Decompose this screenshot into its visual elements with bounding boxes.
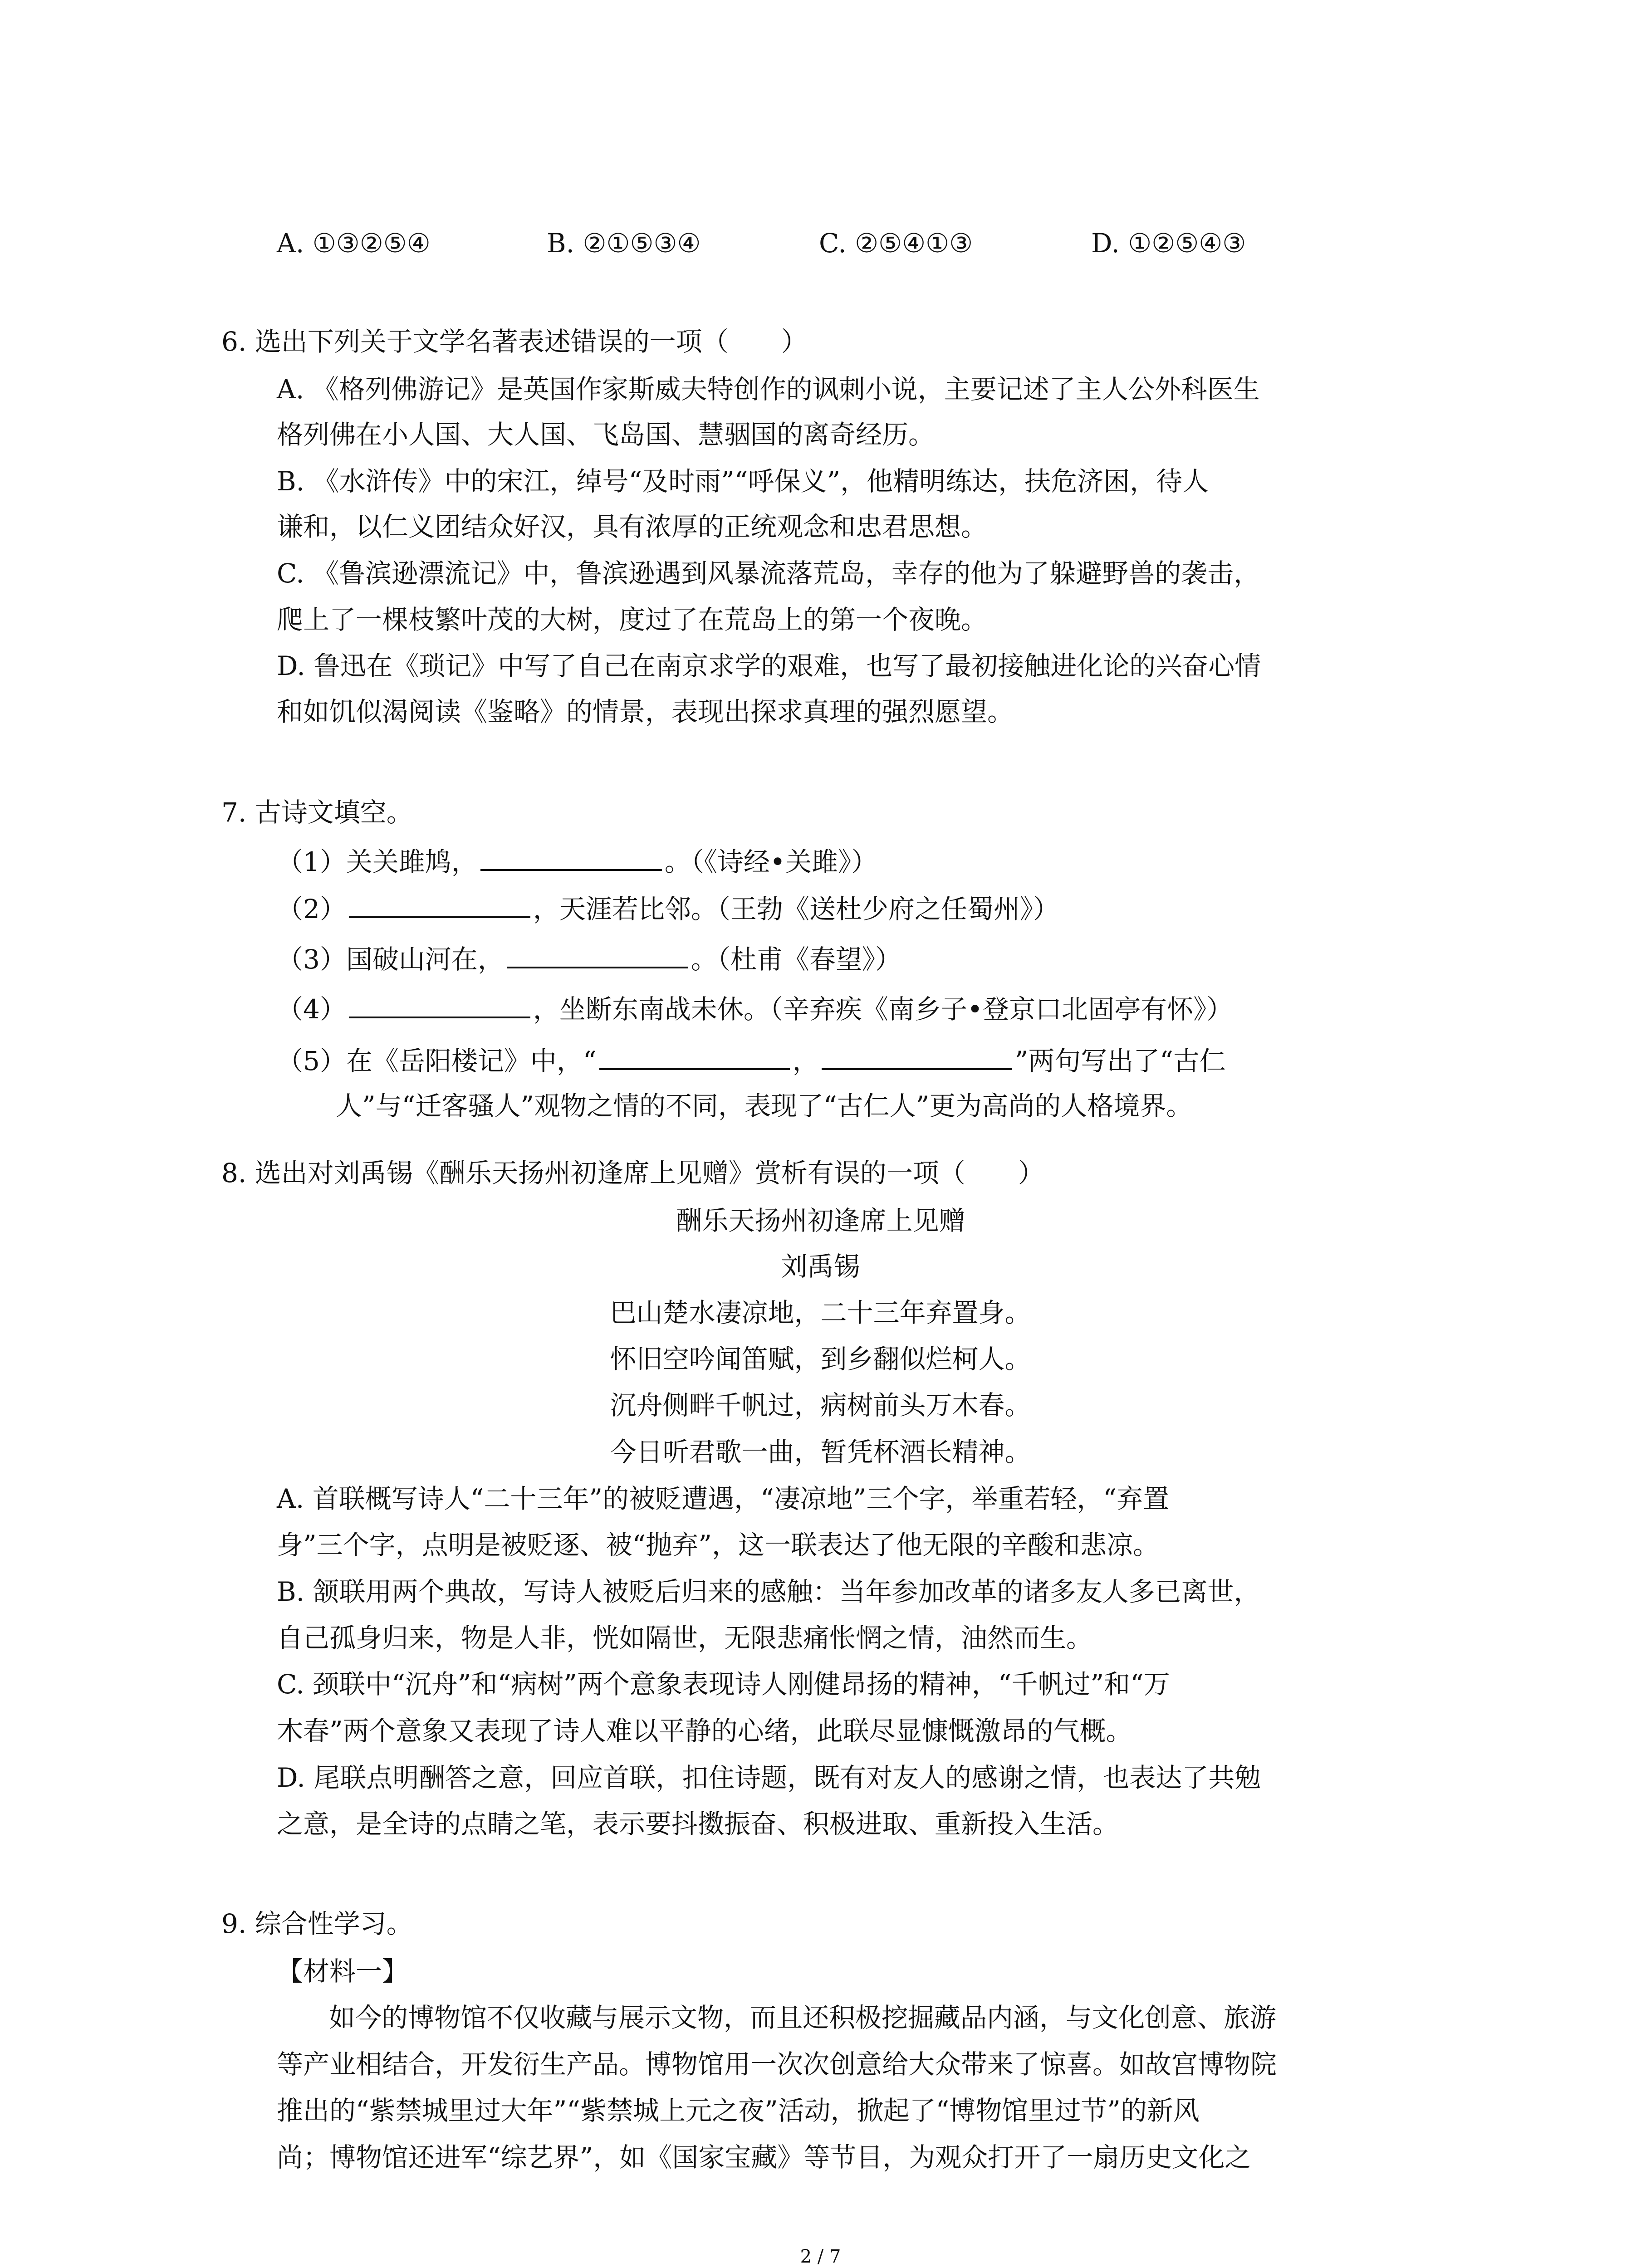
q7-item-4-after: ，坐断东南战未休。（辛弃疾《南乡子•登京口北固亭有怀》） bbox=[533, 994, 1233, 1025]
q7-item-3-label: （3） bbox=[277, 944, 346, 975]
q7-item-3-blank[interactable] bbox=[507, 940, 688, 968]
paragraph-line: 推出的“紫禁城里过大年”“紫禁城上元之夜”活动，掀起了“博物馆里过节”的新风 bbox=[277, 2095, 1200, 2126]
q7-item-1-before: 关关雎鸠， bbox=[346, 846, 478, 877]
q5-option-c[interactable]: C. ②⑤④①③ bbox=[819, 228, 973, 259]
q8-option-c[interactable]: C. 颈联中“沉舟”和“病树”两个意象表现诗人刚健昂扬的精神，“千帆过”和“万 bbox=[277, 1669, 1170, 1700]
q8-option-b-cont: 自己孤身归来，物是人非，恍如隔世，无限悲痛怅惘之情，油然而生。 bbox=[277, 1623, 1093, 1653]
q7-item-5-label: （5） bbox=[277, 1046, 346, 1076]
poem-title: 酬乐天扬州初逢席上见赠 bbox=[676, 1205, 965, 1236]
q9-heading: 9. 综合性学习。 bbox=[221, 1908, 413, 1939]
q7-item-5-after: ”两句写出了“古仁 bbox=[1014, 1046, 1226, 1076]
q8-option-c-cont: 木春”两个意象又表现了诗人难以平静的心绪，此联尽显慷慨激昂的气概。 bbox=[277, 1716, 1132, 1746]
q7-item-5-blank-1[interactable] bbox=[599, 1042, 790, 1070]
q7-heading: 7. 古诗文填空。 bbox=[221, 797, 413, 828]
q6-option-d[interactable]: D. 鲁迅在《琐记》中写了自己在南京求学的艰难，也写了最初接触进化论的兴奋心情 bbox=[277, 650, 1261, 681]
q7-item-2 bbox=[277, 890, 1059, 925]
q6-option-a-cont: 格列佛在小人国、大人国、飞岛国、慧骃国的离奇经历。 bbox=[277, 419, 935, 450]
q8-option-d-cont: 之意，是全诗的点睛之笔，表示要抖擞振奋、积极进取、重新投入生活。 bbox=[277, 1809, 1119, 1839]
q7-item-3 bbox=[277, 940, 901, 976]
q7-item-5-cont: 人”与“迁客骚人”观物之情的不同，表现了“古仁人”更为高尚的人格境界。 bbox=[336, 1090, 1193, 1121]
q7-item-3-after: 。（杜甫《春望》） bbox=[691, 944, 901, 975]
q7-item-5-blank-2[interactable] bbox=[822, 1042, 1012, 1070]
poem-author: 刘禹锡 bbox=[781, 1251, 860, 1282]
q6-option-b[interactable]: B. 《水浒传》中的宋江，绰号“及时雨”“呼保义”，他精明练达，扶危济困，待人 bbox=[277, 466, 1209, 497]
q8-option-d[interactable]: D. 尾联点明酬答之意，回应首联，扣住诗题，既有对友人的感谢之情，也表达了共勉 bbox=[277, 1762, 1261, 1793]
q8-option-b[interactable]: B. 颔联用两个典故，写诗人被贬后归来的感触：当年参加改革的诸多友人多已离世， bbox=[277, 1576, 1260, 1607]
poem-line: 今日听君歌一曲，暂凭杯酒长精神。 bbox=[610, 1437, 1031, 1467]
q7-item-2-after: ，天涯若比邻。（王勃《送杜少府之任蜀州》） bbox=[533, 894, 1059, 924]
page-number: 2 / 7 bbox=[800, 2246, 841, 2267]
poem-line: 沉舟侧畔千帆过，病树前头万木春。 bbox=[610, 1390, 1031, 1421]
q7-item-1-after: 。（《诗经•关雎》） bbox=[664, 846, 878, 877]
q5-option-d[interactable]: D. ①②⑤④③ bbox=[1091, 228, 1246, 259]
q5-option-b[interactable]: B. ②①⑤③④ bbox=[547, 228, 701, 259]
q8-option-a[interactable]: A. 首联概写诗人“二十三年”的被贬遭遇，“凄凉地”三个字，举重若轻，“弃置 bbox=[277, 1483, 1170, 1514]
poem-line: 怀旧空吟闻笛赋，到乡翻似烂柯人。 bbox=[610, 1344, 1031, 1374]
q7-item-2-label: （2） bbox=[277, 894, 346, 924]
q7-item-5-mid: ， bbox=[792, 1046, 819, 1076]
q7-item-5 bbox=[277, 1042, 1226, 1077]
q8-heading: 8. 选出对刘禹锡《酬乐天扬州初逢席上见赠》赏析有误的一项（ ） bbox=[221, 1158, 1044, 1188]
q7-item-4-blank[interactable] bbox=[349, 990, 530, 1018]
poem-line: 巴山楚水凄凉地，二十三年弃置身。 bbox=[610, 1297, 1031, 1328]
paragraph-line: 等产业相结合，开发衍生产品。博物馆用一次次创意给大众带来了惊喜。如故宫博物院 bbox=[277, 2049, 1277, 2080]
q7-item-1 bbox=[277, 843, 877, 878]
paragraph-line: 尚；博物馆还进军“综艺界”，如《国家宝藏》等节目，为观众打开了一扇历史文化之 bbox=[277, 2142, 1251, 2173]
q7-item-4-label: （4） bbox=[277, 994, 346, 1025]
q6-option-a[interactable]: A. 《格列佛游记》是英国作家斯威夫特创作的讽刺小说，主要记述了主人公外科医生 bbox=[277, 374, 1260, 405]
q7-item-1-label: （1） bbox=[277, 846, 346, 877]
q5-option-a[interactable]: A. ①③②⑤④ bbox=[277, 228, 431, 259]
q7-item-5-before: 在《岳阳楼记》中，“ bbox=[346, 1046, 597, 1076]
q6-option-b-cont: 谦和，以仁义团结众好汉，具有浓厚的正统观念和忠君思想。 bbox=[277, 511, 988, 542]
q6-option-d-cont: 和如饥似渴阅读《鉴略》的情景，表现出探求真理的强烈愿望。 bbox=[277, 696, 1014, 727]
material-label: 【材料一】 bbox=[277, 1956, 409, 1987]
q7-item-2-blank[interactable] bbox=[349, 890, 530, 918]
q6-option-c-cont: 爬上了一棵枝繁叶茂的大树，度过了在荒岛上的第一个夜晚。 bbox=[277, 604, 988, 635]
q6-heading: 6. 选出下列关于文学名著表述错误的一项（ ） bbox=[221, 326, 808, 357]
q7-item-1-blank[interactable] bbox=[480, 843, 662, 871]
q6-option-c[interactable]: C. 《鲁滨逊漂流记》中，鲁滨逊遇到风暴流落荒岛，幸存的他为了躲避野兽的袭击， bbox=[277, 558, 1260, 589]
paragraph-line: 如今的博物馆不仅收藏与展示文物，而且还积极挖掘藏品内涵，与文化创意、旅游 bbox=[329, 2002, 1277, 2033]
q8-option-a-cont: 身”三个字，点明是被贬逐、被“抛弃”，这一联表达了他无限的辛酸和悲凉。 bbox=[277, 1530, 1159, 1560]
q7-item-3-before: 国破山河在， bbox=[346, 944, 504, 975]
q7-item-4 bbox=[277, 990, 1233, 1026]
